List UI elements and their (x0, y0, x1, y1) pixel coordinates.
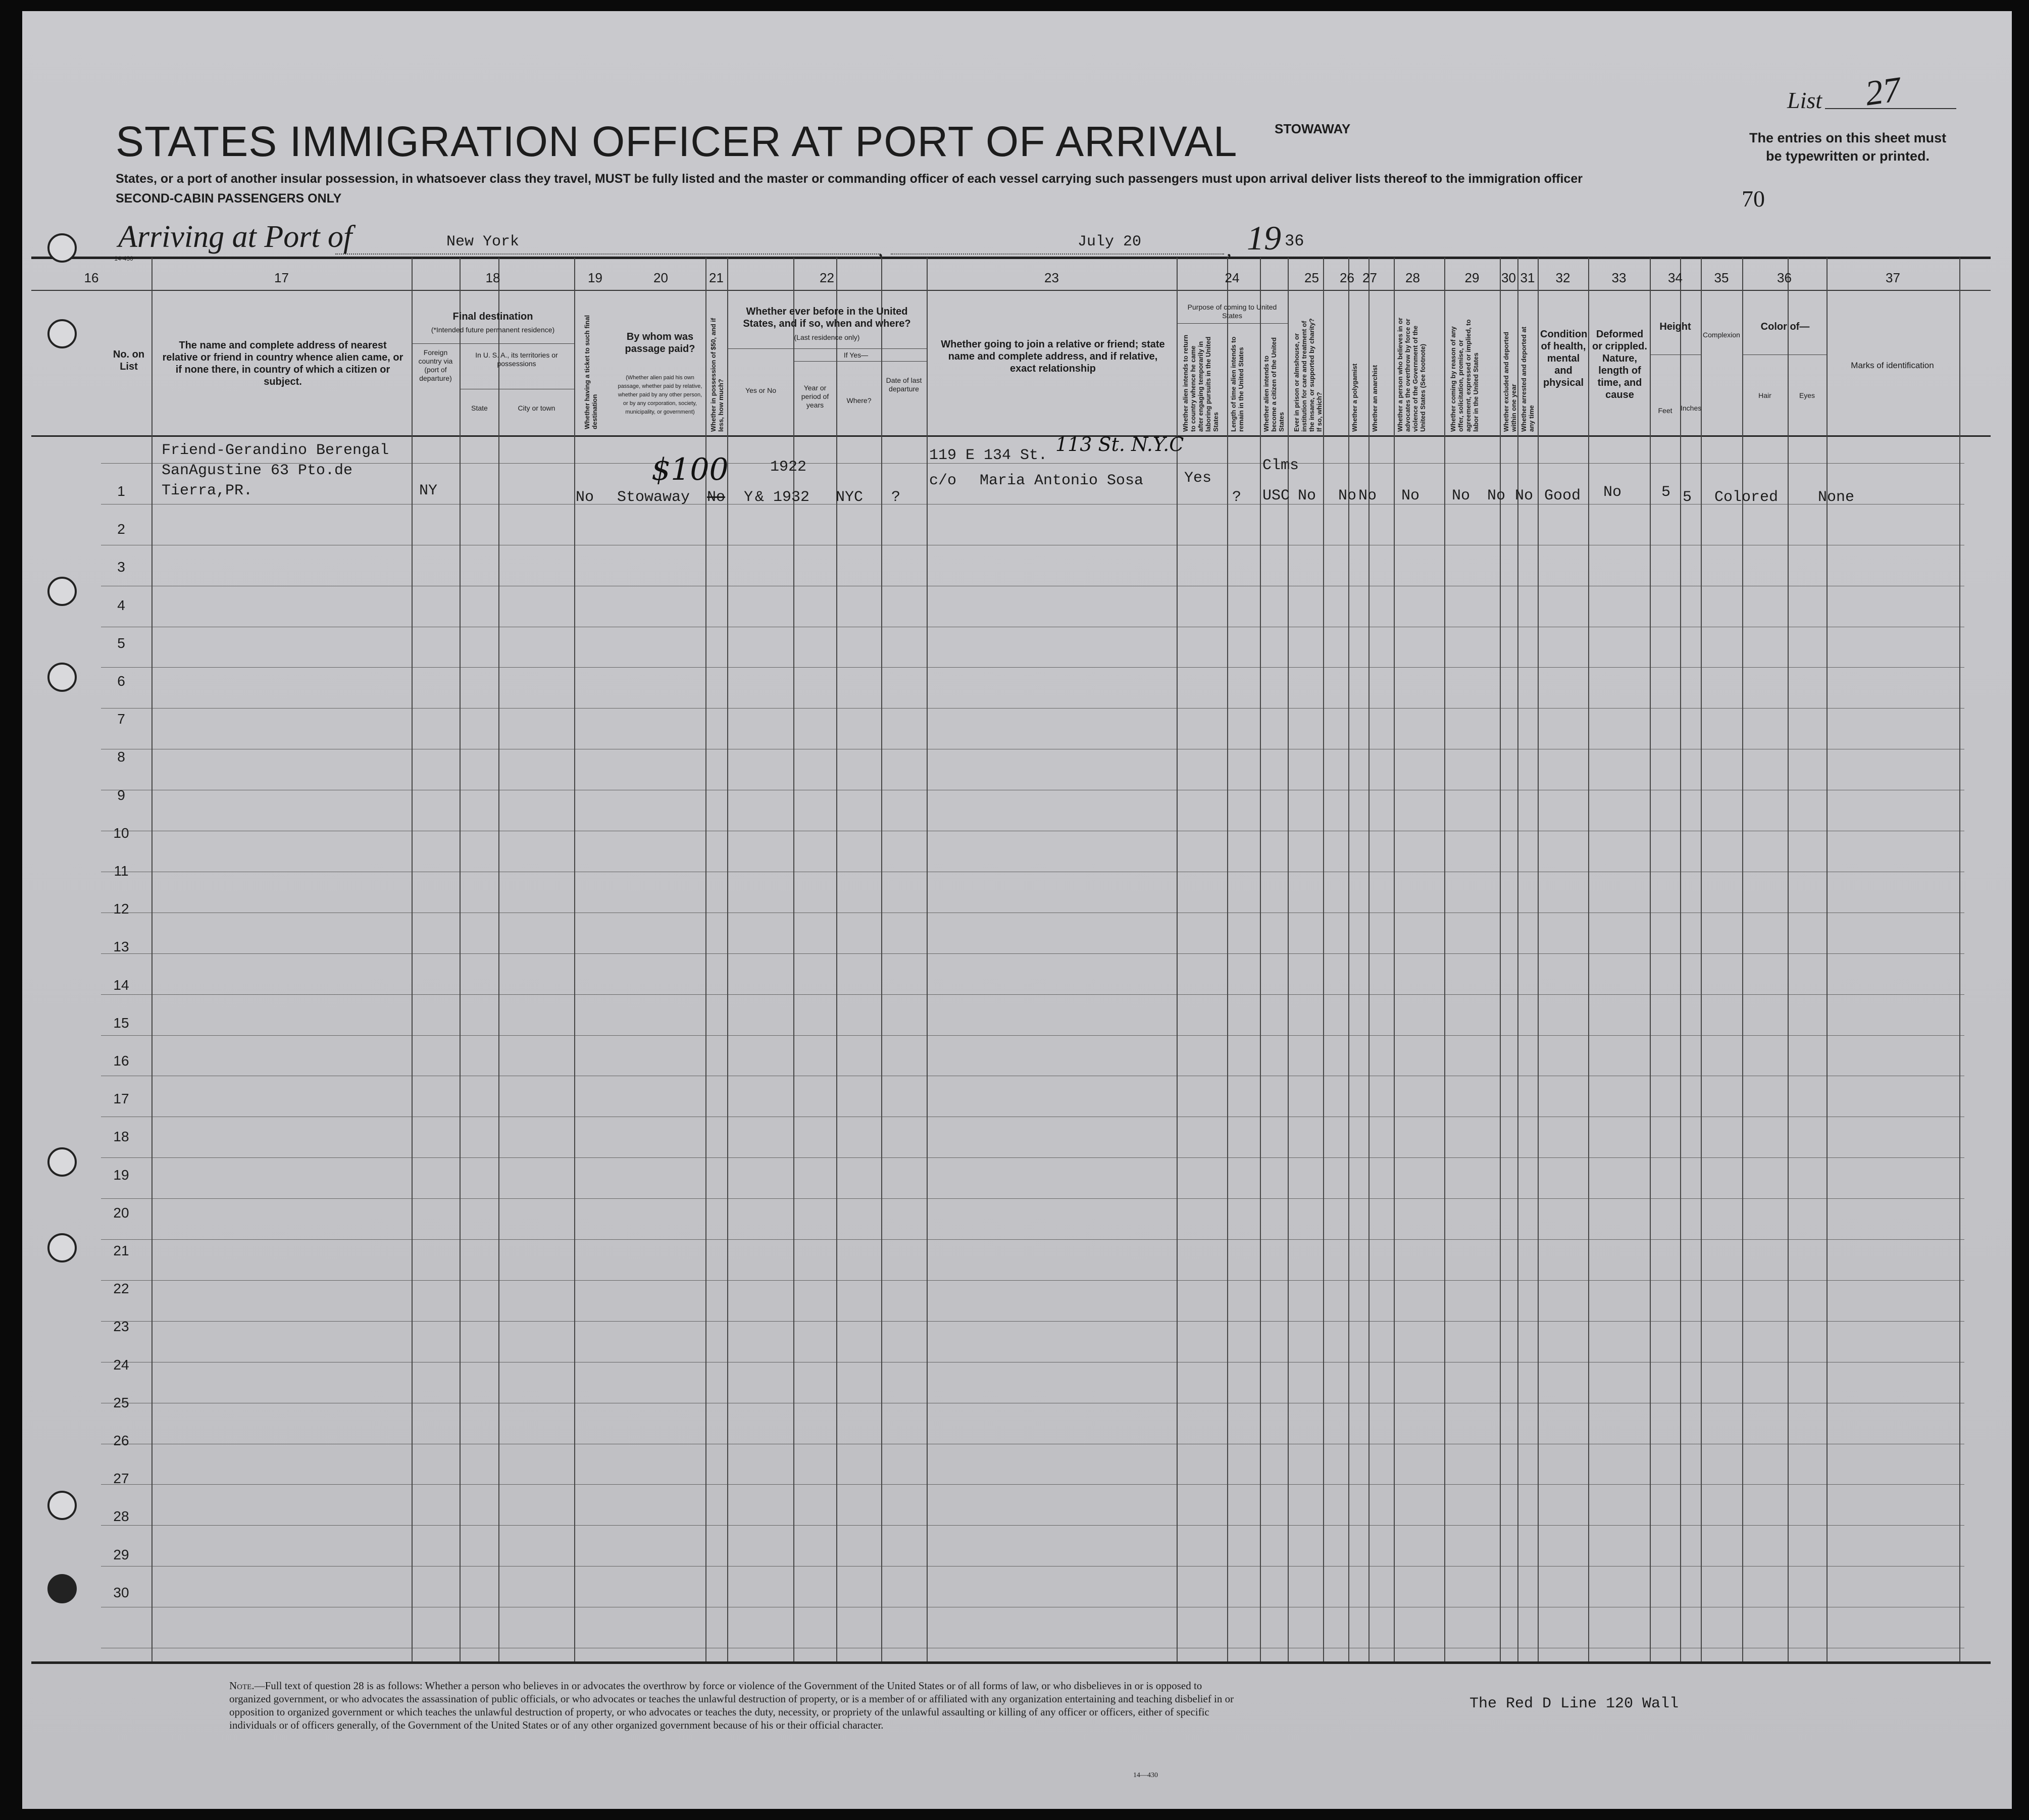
binder-hole (47, 1233, 77, 1262)
relative-address-header: The name and complete address of nearest relative or friend in country whence alien came, or if none there, in country of which a citizen or subject. (162, 340, 403, 387)
q28-header: Whether a person who believes in or advocates the overthrow by force or violence of the Government of the United States (See footnote) (1396, 317, 1427, 432)
column-line (1500, 258, 1501, 1661)
row-line (101, 1525, 1964, 1526)
line-address: The Red D Line 120 Wall (1469, 1695, 1679, 1712)
row-number: 11 (114, 863, 129, 879)
year-suffix: 36 (1285, 232, 1304, 250)
date-departure-header: Date of last departure (886, 376, 922, 393)
column-line (881, 258, 882, 1661)
column-line (1260, 258, 1261, 1661)
column-line (927, 258, 928, 1661)
row-number: 12 (113, 901, 129, 917)
column-number: 32 (1555, 270, 1570, 285)
relative-line-2: SanAgustine 63 Pto.de (162, 462, 353, 479)
column-number: 23 (1044, 270, 1059, 285)
column-number: 21 (709, 270, 724, 285)
colnum-divider (31, 290, 1991, 291)
year-period-header: Year or period of years (801, 384, 829, 409)
purpose-sub1-header: Whether alien intends to return to country whence he came after engaging temporarily in laboring pursuits in the United States (1182, 334, 1220, 432)
hair-header: Hair (1758, 391, 1771, 399)
date-dotline (891, 254, 1224, 255)
row-number: 26 (113, 1433, 129, 1448)
row-number: 21 (113, 1243, 129, 1258)
row-number: 16 (113, 1053, 129, 1069)
column-line (1959, 258, 1960, 1661)
q28-value: No (1401, 487, 1420, 504)
going-to-join-header: Whether going to join a relative or friend; state name and complete address, and if relative, exact relationship (941, 339, 1165, 374)
relative-line-1: Friend-Gerandino Berengal (162, 442, 389, 459)
column-line (1650, 258, 1651, 1661)
row-number: 14 (113, 977, 129, 993)
column-number: 29 (1464, 270, 1480, 285)
money-struck-value: No (707, 489, 726, 506)
form-title: STATES IMMIGRATION OFFICER AT PORT OF ARRIVAL (116, 118, 1238, 165)
if-yes-label: If Yes— (843, 351, 869, 359)
anarchist-value: No (1358, 487, 1377, 504)
row-number: 27 (113, 1471, 129, 1486)
row-line (101, 1321, 1964, 1322)
column-number: 31 (1520, 270, 1535, 285)
row-number: 9 (117, 787, 125, 803)
binder-hole (47, 1147, 77, 1177)
comma-2: , (1227, 238, 1232, 261)
row-number: 2 (117, 521, 125, 537)
binder-hole (47, 319, 77, 348)
column-line (1177, 258, 1178, 1661)
q31-header: Whether arrested and deported at any time (1520, 326, 1535, 432)
q30-value: No (1487, 487, 1506, 504)
column-line (1323, 258, 1324, 1661)
entries-instruction (1749, 129, 1946, 165)
row-line (101, 994, 1964, 995)
city-header: City or town (518, 404, 555, 412)
sheet-number: 70 (1742, 186, 1765, 212)
purpose-sub2-header: Length of time alien intends to remain in the United States (1230, 336, 1245, 432)
row-number: 23 (113, 1319, 129, 1334)
state-header: State (471, 404, 488, 412)
sub-header-line (793, 361, 927, 362)
row-line (101, 708, 1964, 709)
column-number: 35 (1714, 270, 1729, 285)
row-number: 10 (113, 825, 129, 841)
prison-value: No (1298, 487, 1316, 504)
binder-hole (47, 233, 77, 263)
column-line (412, 258, 413, 1661)
entries-line-2: be typewritten or printed. (1766, 148, 1930, 164)
row-number: 4 (117, 597, 125, 613)
column-number: 19 (588, 270, 602, 285)
ever-before-value: Y (744, 489, 753, 506)
column-number: 18 (485, 270, 500, 285)
in-usa-header: In U. S. A., its territories or possessions (475, 351, 558, 368)
year-prefix: 19 (1247, 219, 1281, 257)
final-destination-header: Final destination (452, 311, 533, 322)
possession-50-header: Whether in possession of $50, and if less, how much? (709, 318, 725, 432)
column-number: 34 (1668, 270, 1683, 285)
row-line (101, 1280, 1964, 1281)
binder-hole (47, 663, 77, 692)
column-number: 26 (1340, 270, 1354, 285)
ticket-header: Whether having a ticket to such final destination (583, 315, 598, 429)
column-number: 22 (820, 270, 834, 285)
column-number: 20 (653, 270, 668, 285)
money-handwritten: $100 (651, 452, 729, 487)
polygamist-header: Whether a polygamist (1351, 363, 1358, 432)
join-handwritten: 113 St. N.Y.C (1055, 433, 1184, 456)
purpose-citizen-line-2: USC (1262, 487, 1290, 504)
row-number: 3 (117, 559, 125, 575)
polygamist-value: No (1338, 487, 1357, 504)
footnote-text: —Full text of question 28 is as follows: Whether a person who believes in or advocates the overthrow by force or violence of the Government of the United States or of all forms of law, or who disbelieves in or is opposed to organized government, or who advocates the assassination of public officials, or who advocates or teaches the unlawful destruction of property, or is a member of or affiliated with any organization entertaining and teaching disbelief in or opposition to organized government or which teaches the unlawful destruction of property, or who advocates or teaches the duty, necessity, or propriety of the unlawful assaulting or killing of any officer or officers, either of specific individuals or of officers generally, of the Government of the United States or of any other organized government because of his or their official character. (229, 1680, 1234, 1731)
row-number: 30 (113, 1585, 129, 1600)
years-line-2: & 1932 (755, 489, 810, 506)
column-number: 27 (1362, 270, 1377, 285)
entries-line-1: The entries on this sheet must (1749, 130, 1947, 145)
row-number: 18 (113, 1129, 129, 1144)
purpose-length-value: ? (1232, 489, 1242, 506)
row-line (101, 1484, 1964, 1485)
row-line (101, 1035, 1964, 1036)
complexion-value: Colored (1714, 489, 1779, 506)
join-line-1: 119 E 134 St. (929, 447, 1048, 464)
list-number: 27 (1862, 70, 1903, 114)
final-destination-note: (*Intended future permanent residence) (431, 326, 555, 334)
passage-paid-value: Stowaway (617, 489, 690, 506)
row-number: 29 (113, 1547, 129, 1562)
column-line (1588, 258, 1589, 1661)
column-line (574, 258, 575, 1661)
complexion-header: Complexion (1703, 331, 1740, 339)
column-number: 16 (84, 270, 99, 285)
column-line (460, 258, 461, 1661)
passage-note: (Whether alien paid his own passage, whether paid by relative, whether paid by any other person, or by any corporation, society, municipality, or government) (618, 375, 702, 415)
marks-header: Marks of identification (1851, 361, 1934, 370)
footnote-label: Note. (229, 1680, 255, 1692)
column-number: 17 (274, 270, 289, 285)
q30-header: Whether excluded and deported within one year (1502, 332, 1517, 432)
color-of-header: Color of— (1760, 321, 1810, 332)
condition-header: Condition of health, mental and physical (1540, 329, 1588, 388)
column-line (1701, 258, 1702, 1661)
row-number: 5 (117, 635, 125, 651)
marks-value: None (1818, 489, 1855, 506)
row-number: 28 (113, 1508, 129, 1524)
comma: , (878, 238, 883, 261)
class-label: SECOND-CABIN PASSENGERS ONLY (116, 191, 342, 206)
column-line (1680, 258, 1681, 1661)
passage-paid-header: By whom was passage paid? (625, 331, 695, 355)
height-header: Height (1659, 321, 1691, 332)
join-line-2-prefix: c/o (929, 472, 957, 489)
join-line-2: Maria Antonio Sosa (980, 472, 1144, 489)
eyes-header: Eyes (1799, 391, 1815, 399)
column-line (1742, 258, 1743, 1661)
foreign-country-header: Foreign country via (port of departure) (418, 348, 453, 382)
binder-hole (47, 577, 77, 606)
stowaway-stamp: STOWAWAY (1275, 121, 1351, 136)
column-line (1827, 258, 1828, 1661)
row-number: 24 (113, 1357, 129, 1373)
row-line (101, 1198, 1964, 1199)
row-number: 17 (113, 1091, 129, 1106)
q29-header: Whether coming by reason of any offer, solicitation, promise, or agreement, expressed or implied, to labor in the United States (1449, 319, 1480, 432)
footnote (229, 1679, 1239, 1732)
column-line (1517, 258, 1518, 1661)
form-ref: 14-430 (114, 255, 133, 262)
manifest-sheet (22, 11, 2012, 1809)
column-number: 25 (1304, 270, 1319, 285)
column-line (151, 258, 153, 1661)
row-number: 15 (113, 1015, 129, 1031)
port-value: New York (446, 233, 520, 250)
column-number: 30 (1501, 270, 1516, 285)
q29-value: No (1452, 487, 1470, 504)
purpose-citizen-line-1: Clms (1262, 457, 1299, 474)
row-number: 1 (117, 483, 125, 499)
list-label: List (1787, 87, 1822, 113)
column-line (836, 258, 837, 1661)
sub-header-line (727, 348, 927, 349)
purpose-header: Purpose of coming to United States (1187, 303, 1277, 320)
yes-no-header: Yes or No (745, 386, 776, 394)
row-line (101, 667, 1964, 668)
where-value: NYC (836, 489, 864, 506)
column-line (1444, 258, 1445, 1661)
row-number: 13 (113, 939, 129, 954)
table-bottom-border (31, 1661, 1991, 1664)
years-line-1: 1922 (770, 459, 807, 476)
table-top-border (31, 257, 1991, 259)
column-line (1394, 258, 1395, 1661)
prison-header: Ever in prison or almshouse, or institution for care and treatment of the insane, or supported by charity? If so, which? (1293, 318, 1323, 432)
port-dotline (335, 254, 881, 255)
inches-value: 5 (1683, 489, 1692, 506)
header-bottom-border (31, 435, 1991, 437)
column-line (1348, 258, 1349, 1661)
column-number: 28 (1405, 270, 1420, 285)
row-number: 22 (113, 1281, 129, 1296)
ticket-value: No (576, 489, 594, 506)
condition-value: Good (1544, 487, 1581, 504)
feet-value: 5 (1661, 484, 1671, 501)
row-line (101, 1239, 1964, 1240)
where-header: Where? (846, 396, 872, 405)
row-number: 8 (117, 749, 125, 765)
column-line (1538, 258, 1539, 1661)
column-line (1227, 258, 1228, 1661)
date-month-day: July 20 (1078, 233, 1142, 250)
binder-hole (47, 1491, 77, 1520)
purpose-sub3-header: Whether alien intends to become a citizen of the United States (1262, 337, 1285, 432)
date-departure-value: ? (891, 489, 901, 506)
row-line (101, 953, 1964, 954)
deformed-header: Deformed or crippled. Nature, length of time, and cause (1592, 329, 1647, 400)
anarchist-header: Whether an anarchist (1371, 365, 1379, 432)
deformed-value: No (1603, 484, 1622, 501)
ever-before-note: (Last residence only) (794, 333, 860, 341)
relative-line-3: Tierra,PR. (162, 482, 253, 499)
foreign-country-value: NY (419, 482, 438, 499)
sub-header-line (412, 343, 574, 344)
ever-before-header: Whether ever before in the United States, and if so, when and where? (743, 306, 911, 329)
intro-text: States, or a port of another insular possession, in whatsoever class they travel, MUST be fully listed and the master or commanding officer of each vessel carrying such passengers must upon arrival deliver lists thereof to the immigration officer (116, 172, 1583, 186)
column-number: 24 (1225, 270, 1240, 285)
row-number: 7 (117, 711, 125, 727)
form-code: 14—430 (1133, 1772, 1158, 1779)
column-line (498, 258, 499, 1661)
no-on-list-header: No. on List (113, 349, 145, 372)
inches-header: Inches (1681, 404, 1702, 412)
row-number: 19 (113, 1167, 129, 1183)
column-number: 33 (1611, 270, 1627, 285)
column-line (1788, 258, 1789, 1661)
column-line (1368, 258, 1369, 1661)
sub-header-line (1177, 323, 1288, 324)
q31-value: No (1515, 487, 1534, 504)
column-number: 36 (1777, 270, 1792, 285)
column-number: 37 (1886, 270, 1900, 285)
feet-header: Feet (1658, 407, 1672, 415)
binder-hole (47, 1574, 77, 1603)
arriving-label: Arriving at Port of (118, 220, 352, 254)
row-number: 20 (113, 1205, 129, 1221)
row-line (101, 1157, 1964, 1158)
row-number: 25 (113, 1395, 129, 1410)
purpose-return-value: Yes (1184, 470, 1212, 487)
row-number: 6 (117, 673, 125, 689)
